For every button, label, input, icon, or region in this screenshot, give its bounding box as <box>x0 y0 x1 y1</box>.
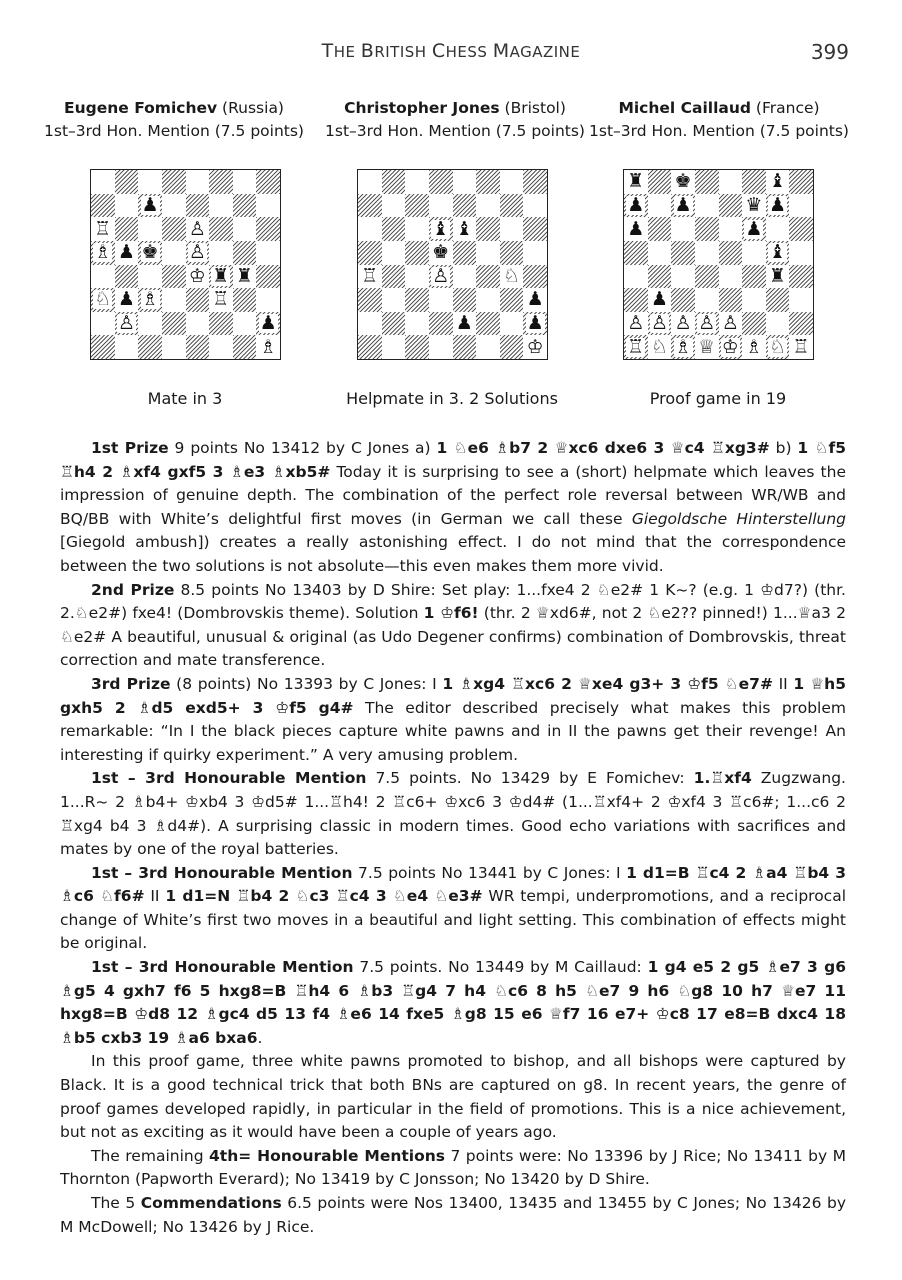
chess-piece: ♚ <box>674 170 692 193</box>
board-square <box>624 288 648 312</box>
chess-piece: ♟ <box>745 217 763 240</box>
board-square <box>233 217 257 241</box>
board-square <box>719 170 743 194</box>
chess-piece: ♖ <box>212 288 230 311</box>
board-square <box>256 288 280 312</box>
board-square <box>429 265 453 289</box>
problem-author: Michel Caillaud <box>618 99 751 117</box>
board-square <box>476 335 500 359</box>
chess-piece: ♟ <box>455 312 473 335</box>
board-square <box>695 265 719 289</box>
board-square <box>138 312 162 336</box>
board-square <box>624 170 648 194</box>
paragraph-commendations: The 5 Commendations 6.5 points were Nos 13400, 13435 and 13455 by C Jones; No 13426 by M McDowell; No 13426 by J Rice. <box>60 1194 846 1236</box>
board-square <box>766 241 790 265</box>
board-square <box>453 241 477 265</box>
board-square <box>429 312 453 336</box>
chess-piece: ♟ <box>526 288 544 311</box>
problem-award: 1st–3rd Hon. Mention (7.5 points) <box>44 122 304 140</box>
board-square <box>115 335 139 359</box>
board-square <box>405 312 429 336</box>
board-square <box>233 288 257 312</box>
chess-piece: ♘ <box>650 335 668 358</box>
board-square <box>256 170 280 194</box>
board-square <box>789 217 813 241</box>
board-square <box>138 217 162 241</box>
board-square <box>695 170 719 194</box>
board-square <box>256 335 280 359</box>
chess-piece: ♟ <box>627 193 645 216</box>
board-square <box>233 194 257 218</box>
chess-piece: ♕ <box>698 335 716 358</box>
board-square <box>648 288 672 312</box>
chess-piece: ♟ <box>117 288 135 311</box>
board-square <box>742 170 766 194</box>
board-square <box>256 241 280 265</box>
board-square <box>358 312 382 336</box>
board-square <box>671 288 695 312</box>
board-square <box>91 241 115 265</box>
board-square <box>766 217 790 241</box>
chess-piece: ♙ <box>721 312 739 335</box>
board-square <box>405 217 429 241</box>
chess-piece: ♗ <box>141 288 159 311</box>
board-square <box>624 241 648 265</box>
board-square <box>719 241 743 265</box>
board-square <box>648 170 672 194</box>
board-square <box>766 265 790 289</box>
board-square <box>382 265 406 289</box>
board-square <box>138 194 162 218</box>
board-square <box>429 241 453 265</box>
board-square <box>500 217 524 241</box>
board-square <box>256 194 280 218</box>
paragraph-hm-caillaud: 1st – 3rd Honourable Mention 7.5 points. No 13449 by M Caillaud: 1 g4 e5 2 g5 ♗e7 3 g6 ♗g5 4 gxh7 f6 5 hxg8=B ♖h4 6 ♗b3 ♖g4 7 h4 ♘c6 8 h5 ♘e7 9 h6 ♘g8 10 h7 ♕e7 11 hxg8=B ♔d8 12 ♗gc4 d5 13 f4 ♗e6 14 fxe5 ♗g8 15 e6 ♕f7 16 e7+ ♔c8 17 e8=B dxc4 18 ♗b5 cxb3 19 ♗a6 bxa6. <box>60 958 846 1047</box>
chess-piece: ♟ <box>259 312 277 335</box>
chess-piece: ♗ <box>674 335 692 358</box>
chess-piece: ♝ <box>769 170 787 193</box>
board-square <box>138 335 162 359</box>
chess-diagram-2 <box>357 169 548 360</box>
board-square <box>695 241 719 265</box>
board-square <box>358 335 382 359</box>
chess-piece: ♘ <box>94 288 112 311</box>
board-square <box>500 170 524 194</box>
board-square <box>523 335 547 359</box>
board-square <box>382 170 406 194</box>
board-square <box>523 194 547 218</box>
board-square <box>186 170 210 194</box>
chess-piece: ♝ <box>455 217 473 240</box>
board-square <box>91 217 115 241</box>
board-square <box>256 312 280 336</box>
board-square <box>233 335 257 359</box>
board-square <box>719 312 743 336</box>
board-square <box>523 265 547 289</box>
chess-piece: ♙ <box>117 312 135 335</box>
board-square <box>500 194 524 218</box>
board-square <box>382 288 406 312</box>
board-square <box>624 194 648 218</box>
board-square <box>429 335 453 359</box>
board-square <box>671 194 695 218</box>
board-square <box>453 312 477 336</box>
board-square <box>695 312 719 336</box>
board-square <box>476 194 500 218</box>
board-square <box>648 241 672 265</box>
board-square <box>91 194 115 218</box>
board-square <box>476 265 500 289</box>
board-square <box>523 217 547 241</box>
board-square <box>766 288 790 312</box>
chess-piece: ♙ <box>627 312 645 335</box>
board-square <box>789 288 813 312</box>
board-square <box>209 312 233 336</box>
problem-award: 1st–3rd Hon. Mention (7.5 points) <box>325 122 585 140</box>
board-square <box>382 194 406 218</box>
board-square <box>624 217 648 241</box>
board-square <box>91 312 115 336</box>
board-square <box>453 335 477 359</box>
diagram-caption-3: Proof game in 19 <box>649 389 787 408</box>
chess-piece: ♝ <box>769 241 787 264</box>
problem-country: (France) <box>750 99 820 117</box>
chess-piece: ♗ <box>259 335 277 358</box>
board-square <box>453 194 477 218</box>
diagram-caption-1: Mate in 3 <box>147 389 223 408</box>
chess-piece: ♔ <box>526 335 544 358</box>
board-square <box>523 288 547 312</box>
board-square <box>766 312 790 336</box>
chess-piece: ♜ <box>212 264 230 287</box>
chess-piece: ♖ <box>361 264 379 287</box>
chess-piece: ♜ <box>627 170 645 193</box>
chess-piece: ♖ <box>627 335 645 358</box>
board-square <box>766 194 790 218</box>
chess-piece: ♙ <box>650 312 668 335</box>
chess-diagram-1 <box>90 169 281 360</box>
board-square <box>209 217 233 241</box>
board-square <box>789 170 813 194</box>
board-square <box>256 265 280 289</box>
board-square <box>358 194 382 218</box>
chess-piece: ♙ <box>674 312 692 335</box>
board-square <box>671 312 695 336</box>
board-square <box>789 335 813 359</box>
chess-piece: ♔ <box>188 264 206 287</box>
board-square <box>719 217 743 241</box>
board-square <box>138 170 162 194</box>
board-square <box>719 194 743 218</box>
board-square <box>453 217 477 241</box>
chess-piece: ♔ <box>721 335 739 358</box>
board-square <box>789 265 813 289</box>
chess-piece: ♗ <box>94 241 112 264</box>
board-square <box>162 312 186 336</box>
board-square <box>405 194 429 218</box>
problem-heading-3 <box>584 99 854 140</box>
board-square <box>233 170 257 194</box>
board-square <box>186 194 210 218</box>
problem-heading-2 <box>320 99 590 140</box>
board-square <box>209 241 233 265</box>
board-square <box>162 194 186 218</box>
board-square <box>91 265 115 289</box>
board-square <box>695 194 719 218</box>
board-square <box>138 241 162 265</box>
board-square <box>789 312 813 336</box>
board-square <box>405 170 429 194</box>
board-square <box>209 335 233 359</box>
chess-piece: ♟ <box>141 193 159 216</box>
board-square <box>162 170 186 194</box>
board-square <box>91 288 115 312</box>
board-square <box>500 241 524 265</box>
board-square <box>115 170 139 194</box>
board-square <box>648 335 672 359</box>
board-square <box>162 241 186 265</box>
board-square <box>115 265 139 289</box>
chess-piece: ♜ <box>769 264 787 287</box>
board-square <box>742 265 766 289</box>
problem-author: Eugene Fomichev <box>64 99 218 117</box>
board-square <box>186 335 210 359</box>
board-square <box>695 335 719 359</box>
chess-piece: ♟ <box>526 312 544 335</box>
board-square <box>719 335 743 359</box>
board-square <box>162 265 186 289</box>
board-square <box>358 288 382 312</box>
board-square <box>186 312 210 336</box>
problem-award: 1st–3rd Hon. Mention (7.5 points) <box>589 122 849 140</box>
board-square <box>186 265 210 289</box>
board-square <box>233 265 257 289</box>
board-square <box>453 288 477 312</box>
board-square <box>648 312 672 336</box>
board-square <box>719 265 743 289</box>
article-body <box>60 437 846 1239</box>
board-square <box>476 217 500 241</box>
paragraph-2nd-prize: 2nd Prize 8.5 points No 13403 by D Shire: Set play: 1...fxe4 2 ♘e2# 1 K~? (e.g. 1 ♔d7?) (thr. 2.♘e2#) fxe4! (Dombrovskis theme). Solution 1 ♔f6! (thr. 2 ♕xd6#, not 2 ♘e2?? pinned!) 1...♕a3 2 ♘e2# A beautiful, unusual & original (as Udo Degener confirms) combination of Dombrovskis, threat correction and mate transference. <box>60 580 846 670</box>
board-square <box>162 335 186 359</box>
board-square <box>500 335 524 359</box>
chess-diagram-3 <box>623 169 814 360</box>
board-square <box>500 265 524 289</box>
board-square <box>429 194 453 218</box>
diagram-caption-2: Helpmate in 3. 2 Solutions <box>346 389 558 408</box>
board-square <box>162 288 186 312</box>
board-square <box>624 335 648 359</box>
board-square <box>742 312 766 336</box>
board-square <box>382 335 406 359</box>
chess-piece: ♝ <box>432 217 450 240</box>
board-square <box>766 170 790 194</box>
paragraph-4th-hm: The remaining 4th= Honourable Mentions 7 points were: No 13396 by J Rice; No 13411 by M Thornton (Papworth Everard); No 13419 by C Jonsson; No 13420 by D Shire. <box>60 1146 846 1189</box>
paragraph-3rd-prize: 3rd Prize (8 points) No 13393 by C Jones: I 1 ♗xg4 ♖xc6 2 ♕xe4 g3+ 3 ♔f5 ♘e7# II 1 ♕h5 gxh5 2 ♗d5 exd5+ 3 ♔f5 g4# The editor described precisely what makes this problem remarkable: “In I the black pieces capture white pawns and in II the pawns get their revenge! An interesting if quirky experiment.” A very amusing problem. <box>60 674 847 764</box>
board-square <box>209 288 233 312</box>
chess-piece: ♘ <box>503 264 521 287</box>
board-square <box>138 265 162 289</box>
board-square <box>742 194 766 218</box>
board-square <box>209 194 233 218</box>
board-square <box>358 170 382 194</box>
board-square <box>115 194 139 218</box>
chess-piece: ♛ <box>745 193 763 216</box>
board-square <box>429 217 453 241</box>
problem-country: (Russia) <box>217 99 284 117</box>
chess-piece: ♚ <box>432 241 450 264</box>
board-square <box>115 217 139 241</box>
board-square <box>209 265 233 289</box>
board-square <box>766 335 790 359</box>
board-square <box>453 265 477 289</box>
board-square <box>186 217 210 241</box>
board-square <box>789 241 813 265</box>
board-square <box>671 170 695 194</box>
board-square <box>186 288 210 312</box>
board-square <box>695 288 719 312</box>
chess-piece: ♗ <box>745 335 763 358</box>
board-square <box>358 265 382 289</box>
board-square <box>648 265 672 289</box>
board-square <box>358 241 382 265</box>
running-header: THE BRITISH CHESS MAGAZINE <box>321 40 581 62</box>
board-square <box>523 241 547 265</box>
chess-piece: ♖ <box>792 335 810 358</box>
board-square <box>476 241 500 265</box>
board-square <box>405 265 429 289</box>
board-square <box>624 265 648 289</box>
chess-piece: ♟ <box>674 193 692 216</box>
chess-piece: ♙ <box>698 312 716 335</box>
board-square <box>91 335 115 359</box>
paragraph-hm-fomichev: 1st – 3rd Honourable Mention 7.5 points. No 13429 by E Fomichev: 1.♖xf4 Zugzwang. 1...R~ 2 ♗b4+ ♔xb4 3 ♔d5# 1...♖h4! 2 ♖c6+ ♔xc6 3 ♔d4# (1...♖xf4+ 2 ♔xf4 3 ♖c6#; 1...c6 2 ♖xg4 b4 3 ♗d4#). A surprising classic in modern times. Good echo variations with sacrifices and mates by one of the royal batteries. <box>60 769 846 859</box>
chess-piece: ♟ <box>650 288 668 311</box>
chess-piece: ♙ <box>188 241 206 264</box>
board-square <box>671 265 695 289</box>
chess-piece: ♘ <box>769 335 787 358</box>
board-square <box>382 312 406 336</box>
paragraph-proof-game-comment: In this proof game, three white pawns promoted to bishop, and all bishops were captured by Black. It is a good technical trick that both BNs are captured on g8. In recent years, the genre of proof games developed rapidly, in particular in the field of promotions. This is a nice achievement, but not as exciting as it would have been a couple of years ago. <box>60 1052 846 1142</box>
board-square <box>405 288 429 312</box>
board-square <box>671 217 695 241</box>
board-square <box>476 288 500 312</box>
chess-piece: ♙ <box>432 264 450 287</box>
board-square <box>382 241 406 265</box>
board-square <box>476 170 500 194</box>
board-square <box>742 217 766 241</box>
board-square <box>115 241 139 265</box>
problem-country: (Bristol) <box>499 99 566 117</box>
problem-heading-1 <box>39 99 309 140</box>
board-square <box>671 241 695 265</box>
board-square <box>138 288 162 312</box>
board-square <box>648 217 672 241</box>
chess-piece: ♟ <box>117 241 135 264</box>
chess-piece: ♖ <box>94 217 112 240</box>
board-square <box>453 170 477 194</box>
board-square <box>233 241 257 265</box>
chess-piece: ♟ <box>769 193 787 216</box>
board-square <box>523 170 547 194</box>
chess-piece: ♙ <box>188 217 206 240</box>
board-square <box>405 241 429 265</box>
board-square <box>500 312 524 336</box>
board-square <box>382 217 406 241</box>
board-square <box>476 312 500 336</box>
paragraph-1st-prize: 1st Prize 9 points No 13412 by C Jones a) 1 ♘e6 ♗b7 2 ♕xc6 dxe6 3 ♕c4 ♖xg3# b) 1 ♘f5 ♖h4 2 ♗xf4 gxf5 3 ♗e3 ♗xb5# Today it is surprising to see a (short) helpmate which leaves the impression of genuine depth. The combination of the perfect role reversal between WR/WB and BQ/BB with White’s delightful first moves (in German we call these Giegoldsche Hinterstellung [Giegold ambush]) creates a really astonishing effect. I do not mind that the correspondence between the two solutions is not absolute—this even makes them more vivid. <box>60 439 847 575</box>
chess-piece: ♟ <box>627 217 645 240</box>
board-square <box>186 241 210 265</box>
board-square <box>429 288 453 312</box>
board-square <box>695 217 719 241</box>
board-square <box>671 335 695 359</box>
board-square <box>115 312 139 336</box>
board-square <box>429 170 453 194</box>
board-square <box>162 217 186 241</box>
board-square <box>233 312 257 336</box>
board-square <box>742 288 766 312</box>
board-square <box>115 288 139 312</box>
board-square <box>624 312 648 336</box>
problem-author: Christopher Jones <box>344 99 500 117</box>
board-square <box>742 335 766 359</box>
board-square <box>500 288 524 312</box>
board-square <box>789 194 813 218</box>
board-square <box>91 170 115 194</box>
page-number: 399 <box>810 40 849 64</box>
board-square <box>358 217 382 241</box>
board-square <box>256 217 280 241</box>
board-square <box>405 335 429 359</box>
board-square <box>523 312 547 336</box>
board-square <box>648 194 672 218</box>
board-square <box>742 241 766 265</box>
board-square <box>719 288 743 312</box>
paragraph-hm-jones: 1st – 3rd Honourable Mention 7.5 points No 13441 by C Jones: I 1 d1=B ♖c4 2 ♗a4 ♖b4 3 ♗c6 ♘f6# II 1 d1=N ♖b4 2 ♘c3 ♖c4 3 ♘e4 ♘e3# WR tempi, underpromotions, and a reciprocal change of White’s first two moves in a beautiful and light setting. This combination of effects might be original. <box>60 863 847 953</box>
chess-piece: ♚ <box>141 241 159 264</box>
board-square <box>209 170 233 194</box>
chess-piece: ♜ <box>236 264 254 287</box>
